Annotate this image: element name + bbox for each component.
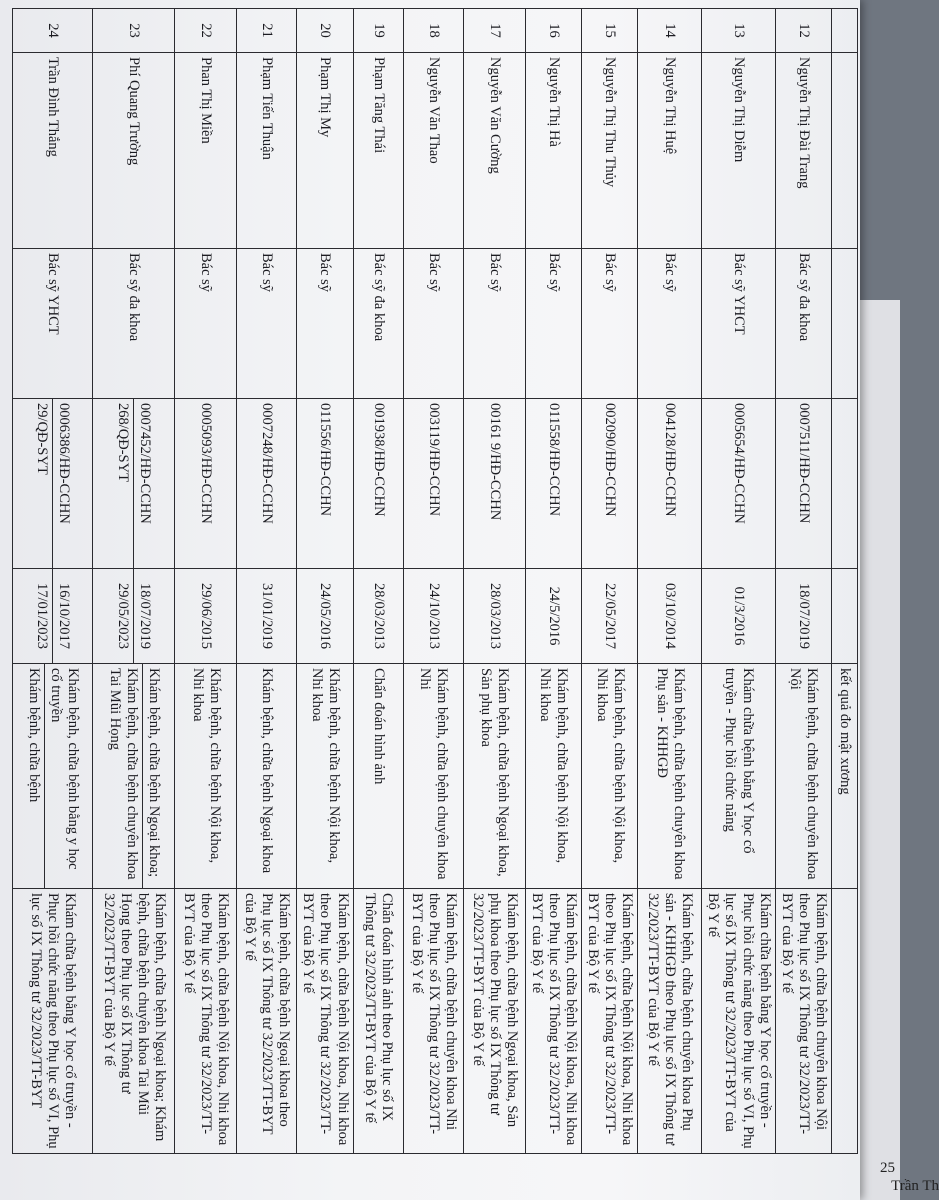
practice-scope: Khám bệnh, chữa bệnh bằng y học cổ truyền	[47, 668, 81, 870]
table-row	[237, 9, 297, 1154]
certificate-number: 004128/HĐ-CCHN	[662, 403, 679, 517]
staff-name: Nguyễn Thị Huệ	[638, 53, 702, 249]
staff-name: Nguyễn Thị Diễm	[702, 53, 775, 249]
row-number: 21	[237, 9, 297, 53]
practice-scope-secondary: Khám bệnh, chữa bệnh chuyên khoa Tai Mũi Họng	[106, 664, 143, 888]
next-page-header: Trần Th	[891, 1178, 939, 1194]
certificate-number: 0007511/HĐ-CCHN	[795, 403, 812, 524]
staff-title: Bác sỹ	[297, 249, 353, 399]
certificate-number: 0006386/HĐ-CCHN	[56, 403, 73, 524]
adjusted-scope: Khám chữa bệnh bằng Y học cổ truyền - Phục hồi chức năng theo Phụ lục số VI, Phụ lục số IX Thông tư 32/2023/TT-BYT của Bộ Y tế	[702, 889, 775, 1154]
certificate-number: 0005093/HĐ-CCHN	[198, 403, 215, 524]
certificate-number: 002090/HĐ-CCHN	[602, 403, 619, 517]
next-page-number: 25	[880, 1160, 895, 1176]
row-number: 23	[93, 9, 175, 53]
row-number: 19	[353, 9, 403, 53]
certificate-cell	[638, 399, 702, 569]
issue-date-cell	[93, 569, 175, 664]
certificate-number: 0007248/HĐ-CCHN	[259, 403, 276, 524]
issue-date-secondary: 17/01/2023	[33, 569, 53, 663]
row-number: 15	[581, 9, 637, 53]
table-row	[525, 9, 581, 1154]
issue-date-cell	[525, 569, 581, 664]
certificate-cell	[175, 399, 237, 569]
adjusted-scope: Chẩn đoán hình ảnh theo Phụ lục số IX Thông tư 32/2023/TT-BYT của Bộ Y tế	[353, 889, 403, 1154]
adjusted-scope: Khám bệnh, chữa bệnh Nội khoa, Nhi khoa theo Phụ lục số IX Thông tư 32/2023/TT-BYT của Bộ Y tế	[581, 889, 637, 1154]
practice-scope-cell	[581, 664, 637, 889]
certificate-cell	[403, 399, 463, 569]
certificate-number: 011558/HĐ-CCHN	[545, 403, 562, 517]
table-row	[175, 9, 237, 1154]
certificate-cell	[297, 399, 353, 569]
practice-scope-cell	[353, 664, 403, 889]
practice-scope-cell	[403, 664, 463, 889]
staff-title: Bác sỹ	[463, 249, 525, 399]
issue-date: 18/07/2019	[137, 582, 154, 650]
issue-date: 03/10/2014	[662, 582, 679, 650]
issue-date: 18/07/2019	[795, 582, 812, 650]
adjusted-scope: Khám bệnh, chữa bệnh Nội khoa, Nhi khoa theo Phụ lục số IX Thông tư 32/2023/TT-BYT của Bộ Y tế	[175, 889, 237, 1154]
staff-title: Bác sỹ đa khoa	[93, 249, 175, 399]
adjusted-scope: Khám bệnh, chữa bệnh Nội khoa, Nhi khoa theo Phụ lục số IX Thông tư 32/2023/TT-BYT của Bộ Y tế	[297, 889, 353, 1154]
cell	[832, 249, 858, 399]
row-number: 13	[702, 9, 775, 53]
practice-scope-cell	[13, 664, 93, 889]
rotated-table-container	[25, 8, 858, 1168]
staff-name: Phạm Tăng Thái	[353, 53, 403, 249]
practice-scope: Khám chữa bệnh bằng Y học cổ truyền - Phục hồi chức năng	[722, 668, 756, 854]
issue-date: 24/5/2016	[545, 586, 562, 646]
practice-scope: Khám bệnh, chữa bệnh Nội khoa, Nhi khoa	[308, 668, 343, 864]
issue-date-cell	[581, 569, 637, 664]
adjusted-scope: Khám chữa bệnh bằng Y học cổ truyền - Phục hồi chức năng theo Phụ lục số VI, Phụ lục số IX Thông tư 32/2023/TT-BYT	[13, 889, 93, 1154]
issue-date: 01/3/2016	[731, 586, 748, 646]
adjusted-scope: Khám bệnh, chữa bệnh chuyên khoa Nội theo Phụ lục số IX Thông tư 32/2023/TT-BYT của Bộ Y tế	[775, 889, 831, 1154]
practice-scope: Khám bệnh, chữa bệnh chuyên khoa Nội	[787, 668, 821, 880]
certificate-cell	[702, 399, 775, 569]
staff-name: Phạm Tiến Thuận	[237, 53, 297, 249]
practice-scope-cell	[525, 664, 581, 889]
row-number: 18	[403, 9, 463, 53]
certificate-number: 001938/HĐ-CCHN	[370, 403, 387, 517]
issue-date: 24/10/2013	[425, 582, 442, 650]
adjusted-scope: Khám bệnh, chữa bệnh Ngoại khoa, Sản phụ khoa theo Phụ lục số IX Thông tư 32/2023/TT-BYT của Bộ Y tế	[463, 889, 525, 1154]
certificate-number: 003119/HĐ-CCHN	[425, 403, 442, 517]
table-row	[581, 9, 637, 1154]
staff-title: Bác sỹ	[237, 249, 297, 399]
practice-scope-secondary: Khám bệnh, chữa bệnh	[25, 664, 45, 888]
row-number: 20	[297, 9, 353, 53]
row-number: 24	[13, 9, 93, 53]
certificate-number: 268/QĐ-SYT	[114, 399, 134, 568]
certificate-cell	[581, 399, 637, 569]
issue-date: 28/03/2013	[370, 582, 387, 650]
staff-table-body	[13, 9, 858, 1154]
table-row-continuation	[832, 9, 858, 1154]
certificate-cell	[525, 399, 581, 569]
issue-date-cell	[237, 569, 297, 664]
staff-title: Bác sỹ	[403, 249, 463, 399]
row-number: 17	[463, 9, 525, 53]
practice-scope: Khám bệnh, chữa bệnh Ngoại khoa;	[145, 668, 162, 878]
issue-date-cell	[463, 569, 525, 664]
practice-scope: Khám bệnh, chữa bệnh Ngoại khoa	[259, 668, 276, 874]
table-row	[403, 9, 463, 1154]
certificate-cell	[353, 399, 403, 569]
certificate-cell	[237, 399, 297, 569]
issue-date-cell	[702, 569, 775, 664]
staff-title: Bác sỹ đa khoa	[775, 249, 831, 399]
staff-name: Phạm Thị My	[297, 53, 353, 249]
staff-title: Bác sỹ	[525, 249, 581, 399]
cell	[832, 889, 858, 1154]
table-row	[463, 9, 525, 1154]
issue-date-cell	[775, 569, 831, 664]
adjusted-scope: Khám bệnh, chữa bệnh Ngoại khoa; Khám bệnh, chữa bệnh chuyên khoa Tai Mũi Họng theo Phụ lục số IX Thông tư 32/2023/TT-BYT của Bộ Y tế	[93, 889, 175, 1154]
issue-date-cell	[353, 569, 403, 664]
staff-name: Nguyễn Văn Cường	[463, 53, 525, 249]
certificate-number: 0007452/HĐ-CCHN	[137, 403, 154, 524]
certificate-number: 29/QĐ-SYT	[33, 399, 53, 568]
practice-scope: Khám bệnh, chữa bệnh Ngoại khoa, Sản phụ khoa	[478, 668, 512, 877]
issue-date-cell	[175, 569, 237, 664]
practice-scope-cell	[297, 664, 353, 889]
cell	[832, 569, 858, 664]
certificate-cell	[93, 399, 175, 569]
table-row	[775, 9, 831, 1154]
issue-date: 24/05/2016	[317, 582, 334, 650]
practice-scope: Chẩn đoán hình ảnh	[370, 668, 387, 785]
row-number: 12	[775, 9, 831, 53]
practice-scope: Khám bệnh, chữa bệnh chuyên khoa Nhi	[417, 668, 451, 880]
staff-title: Bác sỹ	[581, 249, 637, 399]
cell	[832, 53, 858, 249]
adjusted-scope: Khám bệnh, chữa bệnh chuyên khoa Phụ sản - KHHGĐ theo Phụ lục số IX Thông tư 32/2023/TT-BYT của Bộ Y tế	[638, 889, 702, 1154]
adjusted-scope: Khám bệnh, chữa bệnh Ngoại khoa theo Phụ lục số IX Thông tư 32/2023/TT-BYT của Bộ Y tế	[237, 889, 297, 1154]
table-row	[353, 9, 403, 1154]
issue-date-cell	[13, 569, 93, 664]
practice-scope: Khám bệnh, chữa bệnh chuyên khoa Phụ sản - KHHGĐ	[653, 668, 687, 880]
certificate-cell	[775, 399, 831, 569]
issue-date: 22/05/2017	[602, 582, 619, 650]
staff-name: Phan Thị Miền	[175, 53, 237, 249]
issue-date: 28/03/2013	[486, 582, 503, 650]
practice-scope-cell	[463, 664, 525, 889]
issue-date: 29/06/2015	[198, 582, 215, 650]
practice-scope: Khám bệnh, chữa bệnh Nội khoa, Nhi khoa	[189, 668, 223, 864]
row-number: 16	[525, 9, 581, 53]
certificate-number: 00161 9/HĐ-CCHN	[486, 403, 503, 521]
certificate-cell	[13, 399, 93, 569]
practice-scope-cell	[237, 664, 297, 889]
table-row	[702, 9, 775, 1154]
cell	[832, 9, 858, 53]
certificate-number: 0005654/HĐ-CCHN	[731, 403, 748, 524]
certificate-number: 011556/HĐ-CCHN	[317, 403, 334, 517]
staff-name: Nguyễn Văn Thao	[403, 53, 463, 249]
issue-date: 31/01/2019	[259, 582, 276, 650]
table-row	[93, 9, 175, 1154]
staff-name: Phí Quang Trường	[93, 53, 175, 249]
staff-table	[12, 8, 858, 1154]
staff-name: Nguyễn Thị Thu Thủy	[581, 53, 637, 249]
adjusted-scope: Khám bệnh, chữa bệnh Nội khoa, Nhi khoa theo Phụ lục số IX Thông tư 32/2023/TT-BYT của Bộ Y tế	[525, 889, 581, 1154]
row-number: 14	[638, 9, 702, 53]
cell	[832, 399, 858, 569]
staff-name: Nguyễn Thị Hà	[525, 53, 581, 249]
staff-name: Trần Đình Thắng	[13, 53, 93, 249]
table-row	[638, 9, 702, 1154]
issue-date-secondary: 29/05/2023	[114, 569, 134, 663]
practice-scope-cell	[175, 664, 237, 889]
issue-date: 16/10/2017	[56, 582, 73, 650]
issue-date-cell	[297, 569, 353, 664]
table-row	[13, 9, 93, 1154]
staff-name: Nguyễn Thị Đài Trang	[775, 53, 831, 249]
staff-title: Bác sỹ YHCT	[13, 249, 93, 399]
staff-title: Bác sỹ	[175, 249, 237, 399]
practice-scope: Khám bệnh, chữa bệnh Nội khoa, Nhi khoa	[593, 668, 627, 864]
scope-cell: kết quả đo mật xương	[832, 664, 858, 889]
practice-scope-cell	[638, 664, 702, 889]
row-number: 22	[175, 9, 237, 53]
practice-scope: Khám bệnh, chữa bệnh Nội khoa, Nhi khoa	[537, 668, 571, 864]
practice-scope-cell	[775, 664, 831, 889]
staff-title: Bác sỹ đa khoa	[353, 249, 403, 399]
issue-date-cell	[403, 569, 463, 664]
adjusted-scope: Khám bệnh, chữa bệnh chuyên khoa Nhi theo Phụ lục số IX Thông tư 32/2023/TT-BYT của Bộ Y tế	[403, 889, 463, 1154]
table-row	[297, 9, 353, 1154]
practice-scope-cell	[702, 664, 775, 889]
practice-scope-cell	[93, 664, 175, 889]
staff-title: Bác sỹ YHCT	[702, 249, 775, 399]
certificate-cell	[463, 399, 525, 569]
staff-title: Bác sỹ	[638, 249, 702, 399]
issue-date-cell	[638, 569, 702, 664]
